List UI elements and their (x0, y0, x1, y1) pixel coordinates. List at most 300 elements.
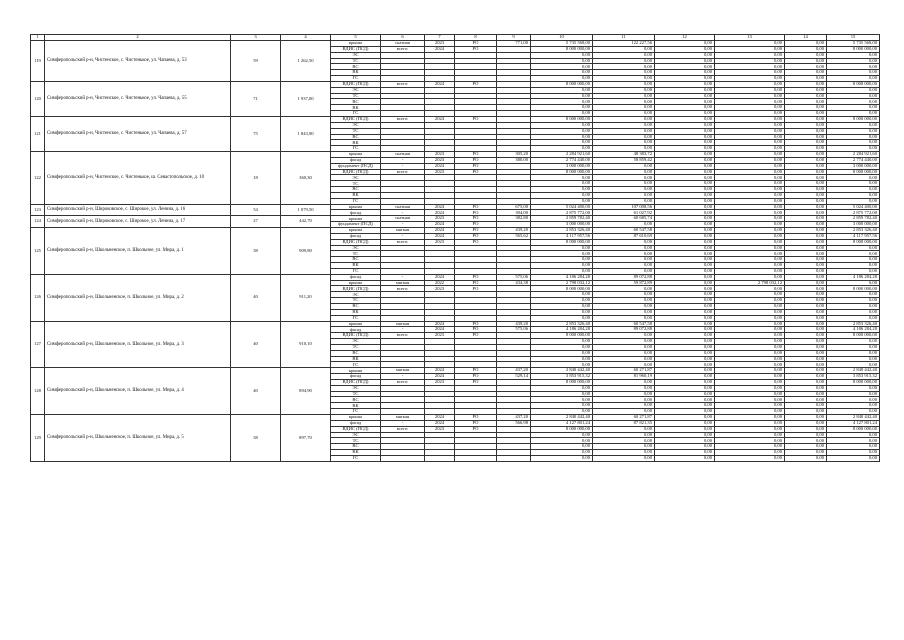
fund-a: 0,00 (655, 198, 715, 204)
cost-total: 0,00 (531, 198, 593, 204)
year: 2023 (425, 157, 455, 163)
fund-c: 0,00 (785, 76, 827, 82)
cost-total: 2 840 442,40 (531, 415, 593, 421)
cost-total: 8 000 000,00 (531, 46, 593, 52)
fund-c: 0,00 (785, 356, 827, 362)
building-area: 1 937,00 (281, 81, 331, 116)
fund-total: 0,00 (827, 58, 880, 64)
building-area: 442,70 (281, 216, 331, 228)
work-type: ТС (331, 58, 381, 64)
executor: РО (455, 286, 497, 292)
fund-total: 0,00 (827, 397, 880, 403)
fund-a: 0,00 (655, 450, 715, 456)
fund-total: 0,00 (827, 52, 880, 58)
apartment-count: 40 (231, 321, 281, 368)
fund-b: 0,00 (715, 303, 785, 309)
cost-per-unit: 0,00 (593, 187, 655, 193)
cost-per-unit: 0,00 (593, 409, 655, 415)
fund-a: 0,00 (655, 128, 715, 134)
volume: 394,00 (497, 210, 531, 216)
fund-total: 0,00 (827, 356, 880, 362)
year: 2024 (425, 321, 455, 327)
work-type: ВДИС (ПСД) (331, 426, 381, 432)
fund-c: 0,00 (785, 379, 827, 385)
building-area: 894,90 (281, 368, 331, 415)
fund-b: 0,00 (715, 344, 785, 350)
year: 2023 (425, 333, 455, 339)
cost-per-unit: 0,00 (593, 339, 655, 345)
fund-b: 0,00 (715, 286, 785, 292)
work-type: ЭС (331, 385, 381, 391)
object-number: 123 (31, 204, 45, 216)
fund-c: 0,00 (785, 146, 827, 152)
work-subtype: мягкая (381, 368, 425, 374)
cost-per-unit: 0,00 (593, 111, 655, 117)
column-number-14: 14 (785, 35, 827, 41)
cost-per-unit: 60 271,87 (593, 415, 655, 421)
executor (455, 455, 497, 461)
year: 2024 (425, 210, 455, 216)
building-area: 909,80 (281, 228, 331, 275)
fund-c: 0,00 (785, 81, 827, 87)
cost-per-unit: 0,00 (593, 46, 655, 52)
apartment-count: 38 (231, 228, 281, 275)
volume: 575,06 (497, 327, 531, 333)
fund-b: 0,00 (715, 321, 785, 327)
apartment-count: 71 (231, 81, 281, 116)
fund-a: 0,00 (655, 93, 715, 99)
cost-per-unit: 0,00 (593, 169, 655, 175)
work-type: ВС (331, 64, 381, 70)
fund-total: 3 853 915,32 (827, 374, 880, 380)
cost-total: 0,00 (531, 76, 593, 82)
work-type: ГС (331, 362, 381, 368)
cost-total: 0,00 (531, 251, 593, 257)
work-type: ЭС (331, 339, 381, 345)
work-subtype: всего: (381, 286, 425, 292)
cost-total: 8 000 000,00 (531, 169, 593, 175)
cost-total: 0,00 (531, 175, 593, 181)
object-number: 120 (31, 81, 45, 116)
cost-total: 0,00 (531, 385, 593, 391)
fund-total: 8 000 000,00 (827, 286, 880, 292)
cost-per-unit: 0,00 (593, 76, 655, 82)
fund-c: 0,00 (785, 409, 827, 415)
work-type: ВС (331, 257, 381, 263)
year: 2024 (425, 116, 455, 122)
work-type: фасад (331, 327, 381, 333)
building-area: 911,20 (281, 274, 331, 321)
fund-total: 8 000 000,00 (827, 81, 880, 87)
fund-total: 4 127 801,24 (827, 420, 880, 426)
apartment-count: 38 (231, 415, 281, 462)
work-type: ВК (331, 403, 381, 409)
year: 2024 (425, 228, 455, 234)
fund-b: 0,00 (715, 152, 785, 158)
fund-total: 2 774 440,00 (827, 157, 880, 163)
fund-total: 0,00 (827, 111, 880, 117)
cost-per-unit: 0,00 (593, 146, 655, 152)
executor: РО (455, 169, 497, 175)
executor: РО (455, 379, 497, 385)
cost-per-unit: 0,00 (593, 379, 655, 385)
fund-b: 0,00 (715, 181, 785, 187)
fund-b: 0,00 (715, 128, 785, 134)
object-address: Симферопольский р-н, Широковское, с. Широкое, ул. Ленина, д. 16 (45, 204, 231, 216)
cost-per-unit: 0,00 (593, 192, 655, 198)
cost-per-unit: 0,00 (593, 362, 655, 368)
year: 2024 (425, 420, 455, 426)
fund-a: 0,00 (655, 339, 715, 345)
fund-b: 0,00 (715, 409, 785, 415)
fund-total: 0,00 (827, 99, 880, 105)
executor: РО (455, 116, 497, 122)
fund-b: 0,00 (715, 222, 785, 228)
object-address: Симферопольский р-н, Школьненское, п. Школьное, ул. Мира, д. 2 (45, 274, 231, 321)
work-subtype: - (381, 210, 425, 216)
cost-total: 0,00 (531, 105, 593, 111)
fund-a: 0,00 (655, 239, 715, 245)
fund-c: 0,00 (785, 245, 827, 251)
fund-total: 0,00 (827, 134, 880, 140)
cost-per-unit: 0,00 (593, 303, 655, 309)
fund-total: 0,00 (827, 385, 880, 391)
cost-total: 0,00 (531, 93, 593, 99)
fund-c: 0,00 (785, 374, 827, 380)
work-type: ТС (331, 251, 381, 257)
cost-per-unit: 0,00 (593, 344, 655, 350)
fund-c: 0,00 (785, 93, 827, 99)
fund-a: 0,00 (655, 374, 715, 380)
fund-a: 0,00 (655, 432, 715, 438)
fund-c: 0,00 (785, 251, 827, 257)
object-number: 128 (31, 368, 45, 415)
work-subtype (381, 455, 425, 461)
cost-per-unit: 0,00 (593, 58, 655, 64)
fund-b: 0,00 (715, 233, 785, 239)
work-type: ВК (331, 70, 381, 76)
work-type: ГС (331, 455, 381, 461)
volume: 434,38 (497, 280, 531, 286)
fund-c: 0,00 (785, 268, 827, 274)
work-type: ГС (331, 409, 381, 415)
object-address: Симферопольский р-н, Школьненское, п. Школьное, ул. Мира, д. 5 (45, 415, 231, 462)
work-subtype: скатная (381, 152, 425, 158)
building-area: 1 262,50 (281, 41, 331, 82)
fund-a: 0,00 (655, 64, 715, 70)
cost-total: 0,00 (531, 292, 593, 298)
cost-per-unit: 61 027,92 (593, 210, 655, 216)
fund-a: 0,00 (655, 140, 715, 146)
year: 2023 (425, 152, 455, 158)
fund-total: 0,00 (827, 257, 880, 263)
fund-a: 0,00 (655, 99, 715, 105)
volume: 529,14 (497, 374, 531, 380)
fund-a: 0,00 (655, 397, 715, 403)
work-type: фасад (331, 374, 381, 380)
work-subtype: всего: (381, 239, 425, 245)
work-subtype: всего: (381, 46, 425, 52)
fund-total: 0,00 (827, 455, 880, 461)
cost-per-unit: 89 072,88 (593, 274, 655, 280)
object-address: Симферопольский р-н, Чистенское, с. Чистенькое, ш. Севастопольское, д. 10 (45, 152, 231, 205)
cost-total: 0,00 (531, 181, 593, 187)
cost-per-unit: 0,00 (593, 163, 655, 169)
cost-total: 2 840 442,40 (531, 368, 593, 374)
year: 2024 (425, 368, 455, 374)
year: 2024 (425, 274, 455, 280)
fund-c: 0,00 (785, 292, 827, 298)
fund-c: 0,00 (785, 111, 827, 117)
work-type: ВС (331, 350, 381, 356)
fund-c: 0,00 (785, 385, 827, 391)
fund-a: 0,00 (655, 111, 715, 117)
volume: 566,98 (497, 420, 531, 426)
fund-c: 0,00 (785, 134, 827, 140)
fund-c: 0,00 (785, 455, 827, 461)
year: 2023 (425, 216, 455, 222)
executor: РО (455, 152, 497, 158)
column-number-13: 13 (715, 35, 785, 41)
fund-c: 0,00 (785, 274, 827, 280)
cost-per-unit: 59 872,89 (593, 280, 655, 286)
fund-c: 0,00 (785, 87, 827, 93)
work-type: фасад (331, 210, 381, 216)
fund-c: 0,00 (785, 157, 827, 163)
executor: РО (455, 216, 497, 222)
fund-b: 0,00 (715, 257, 785, 263)
cost-total: 0,00 (531, 146, 593, 152)
fund-total: 0,00 (827, 187, 880, 193)
cost-total: 2 798 032,12 (531, 280, 593, 286)
fund-total: 0,00 (827, 93, 880, 99)
fund-c: 0,00 (785, 450, 827, 456)
fund-total: 0,00 (827, 438, 880, 444)
fund-b: 0,00 (715, 146, 785, 152)
fund-total: 2 853 326,40 (827, 228, 880, 234)
fund-b: 0,00 (715, 455, 785, 461)
fund-b: 0,00 (715, 274, 785, 280)
year: 2023 (425, 169, 455, 175)
cost-total: 0,00 (531, 122, 593, 128)
fund-total: 3 000 000,00 (827, 222, 880, 228)
column-number-2: 2 (45, 35, 231, 41)
fund-b: 0,00 (715, 239, 785, 245)
work-type: ВДИС (ПСД) (331, 81, 381, 87)
work-type: крыша (331, 280, 381, 286)
fund-a: 0,00 (655, 204, 715, 210)
fund-total: 0,00 (827, 64, 880, 70)
fund-total: 3 000 000,00 (827, 163, 880, 169)
column-number-12: 12 (655, 35, 715, 41)
work-subtype: - (381, 274, 425, 280)
fund-a: 0,00 (655, 70, 715, 76)
fund-total: 0,00 (827, 350, 880, 356)
executor: РО (455, 81, 497, 87)
work-type: ЭС (331, 52, 381, 58)
fund-c: 0,00 (785, 362, 827, 368)
executor: РО (455, 321, 497, 327)
cost-per-unit: 0,00 (593, 333, 655, 339)
fund-c: 0,00 (785, 327, 827, 333)
fund-a: 0,00 (655, 403, 715, 409)
work-type: ГС (331, 146, 381, 152)
fund-a: 0,00 (655, 181, 715, 187)
cost-total: 0,00 (531, 403, 593, 409)
fund-a: 0,00 (655, 420, 715, 426)
cost-total: 3 853 915,32 (531, 374, 593, 380)
volume: 437,20 (497, 368, 531, 374)
fund-a: 0,00 (655, 444, 715, 450)
work-type: ЭС (331, 432, 381, 438)
fund-c: 0,00 (785, 192, 827, 198)
work-type: ВС (331, 444, 381, 450)
executor: РО (455, 222, 497, 228)
fund-c: 0,00 (785, 391, 827, 397)
fund-a: 0,00 (655, 309, 715, 315)
cost-total: 0,00 (531, 391, 593, 397)
fund-a: 0,00 (655, 228, 715, 234)
work-type: ВС (331, 187, 381, 193)
fund-total: 8 000 000,00 (827, 426, 880, 432)
fund-c: 0,00 (785, 444, 827, 450)
work-subtype: - (381, 222, 425, 228)
object-number: 122 (31, 152, 45, 205)
fund-c: 0,00 (785, 350, 827, 356)
work-subtype: всего: (381, 169, 425, 175)
work-subtype: мягкая (381, 321, 425, 327)
volume: 439,20 (497, 321, 531, 327)
cost-total: 0,00 (531, 140, 593, 146)
document-page (30, 34, 879, 462)
work-type: ЭС (331, 245, 381, 251)
cost-per-unit: 0,00 (593, 245, 655, 251)
work-type: ВС (331, 397, 381, 403)
year: 2024 (425, 415, 455, 421)
work-type: ВДИС (ПСД) (331, 46, 381, 52)
fund-c: 0,00 (785, 403, 827, 409)
fund-total: 0,00 (827, 339, 880, 345)
cost-total: 8 000 000,00 (531, 286, 593, 292)
cost-per-unit: 0,00 (593, 455, 655, 461)
fund-b: 0,00 (715, 391, 785, 397)
executor: РО (455, 274, 497, 280)
cost-total: 0,00 (531, 455, 593, 461)
fund-a: 0,00 (655, 175, 715, 181)
fund-c: 0,00 (785, 169, 827, 175)
cost-per-unit: 0,00 (593, 315, 655, 321)
cost-per-unit: 0,00 (593, 444, 655, 450)
work-subtype: мягкая (381, 280, 425, 286)
fund-total: 5 024 400,00 (827, 204, 880, 210)
executor: РО (455, 426, 497, 432)
column-number-5: 5 (331, 35, 381, 41)
fund-a: 0,00 (655, 192, 715, 198)
cost-total: 0,00 (531, 134, 593, 140)
fund-a: 0,00 (655, 298, 715, 304)
fund-total: 0,00 (827, 76, 880, 82)
fund-a: 0,00 (655, 222, 715, 228)
cost-per-unit: 0,00 (593, 397, 655, 403)
column-number-7: 7 (425, 35, 455, 41)
fund-b: 0,00 (715, 204, 785, 210)
cost-total: 0,00 (531, 309, 593, 315)
fund-c: 0,00 (785, 128, 827, 134)
volume: 771,00 (497, 41, 531, 47)
cost-per-unit: 60 547,58 (593, 228, 655, 234)
fund-a: 0,00 (655, 350, 715, 356)
cost-per-unit: 0,00 (593, 99, 655, 105)
fund-b: 0,00 (715, 292, 785, 298)
work-type: ГС (331, 315, 381, 321)
building-area: 910,10 (281, 321, 331, 368)
cost-per-unit: 60 271,87 (593, 368, 655, 374)
cost-total: 4 186 284,28 (531, 274, 593, 280)
object-address: Симферопольский р-н, Чистенское, с. Чистенькое, ул. Чапаева, д. 55 (45, 81, 231, 116)
fund-c: 0,00 (785, 46, 827, 52)
fund-c: 0,00 (785, 122, 827, 128)
fund-a: 0,00 (655, 245, 715, 251)
fund-a: 0,00 (655, 385, 715, 391)
fund-c: 0,00 (785, 70, 827, 76)
work-type: фасад (331, 233, 381, 239)
volume: 675,00 (497, 204, 531, 210)
fund-total: 4 117 957,56 (827, 233, 880, 239)
cost-per-unit: 0,00 (593, 93, 655, 99)
work-type: фундамент (ПСД) (331, 222, 381, 228)
object-address: Симферопольский р-н, Широковское, с. Широкое, ул. Ленина, д. 17 (45, 216, 231, 228)
fund-b: 0,00 (715, 169, 785, 175)
fund-total: 8 000 000,00 (827, 333, 880, 339)
fund-a: 0,00 (655, 438, 715, 444)
object-number: 125 (31, 228, 45, 275)
fund-total: 0,00 (827, 315, 880, 321)
executor: РО (455, 204, 497, 210)
object-number: 129 (31, 415, 45, 462)
work-type: ТС (331, 391, 381, 397)
fund-a: 0,00 (655, 409, 715, 415)
executor: РО (455, 228, 497, 234)
cost-total: 0,00 (531, 344, 593, 350)
object-address: Симферопольский р-н, Школьненское, п. Школьное, ул. Мира, д. 3 (45, 321, 231, 368)
year: 2023 (425, 239, 455, 245)
cost-per-unit: 0,00 (593, 268, 655, 274)
work-type: ВК (331, 309, 381, 315)
cost-per-unit: 0,00 (593, 350, 655, 356)
cost-total: 0,00 (531, 64, 593, 70)
fund-b: 0,00 (715, 420, 785, 426)
fund-a: 0,00 (655, 52, 715, 58)
executor: РО (455, 157, 497, 163)
cost-total: 8 000 000,00 (531, 239, 593, 245)
cost-per-unit: 0,00 (593, 251, 655, 257)
work-subtype: - (381, 374, 425, 380)
fund-a: 0,00 (655, 152, 715, 158)
fund-a: 0,00 (655, 274, 715, 280)
cost-total: 4 186 284,28 (531, 327, 593, 333)
volume: 565,62 (497, 233, 531, 239)
column-number-6: 6 (381, 35, 425, 41)
cost-total: 0,00 (531, 409, 593, 415)
cost-total: 0,00 (531, 87, 593, 93)
work-type: ГС (331, 111, 381, 117)
work-type: ТС (331, 438, 381, 444)
year (425, 455, 455, 461)
fund-c: 0,00 (785, 309, 827, 315)
work-type: крыша (331, 216, 381, 222)
cost-per-unit: 0,00 (593, 222, 655, 228)
work-type: фасад (331, 274, 381, 280)
